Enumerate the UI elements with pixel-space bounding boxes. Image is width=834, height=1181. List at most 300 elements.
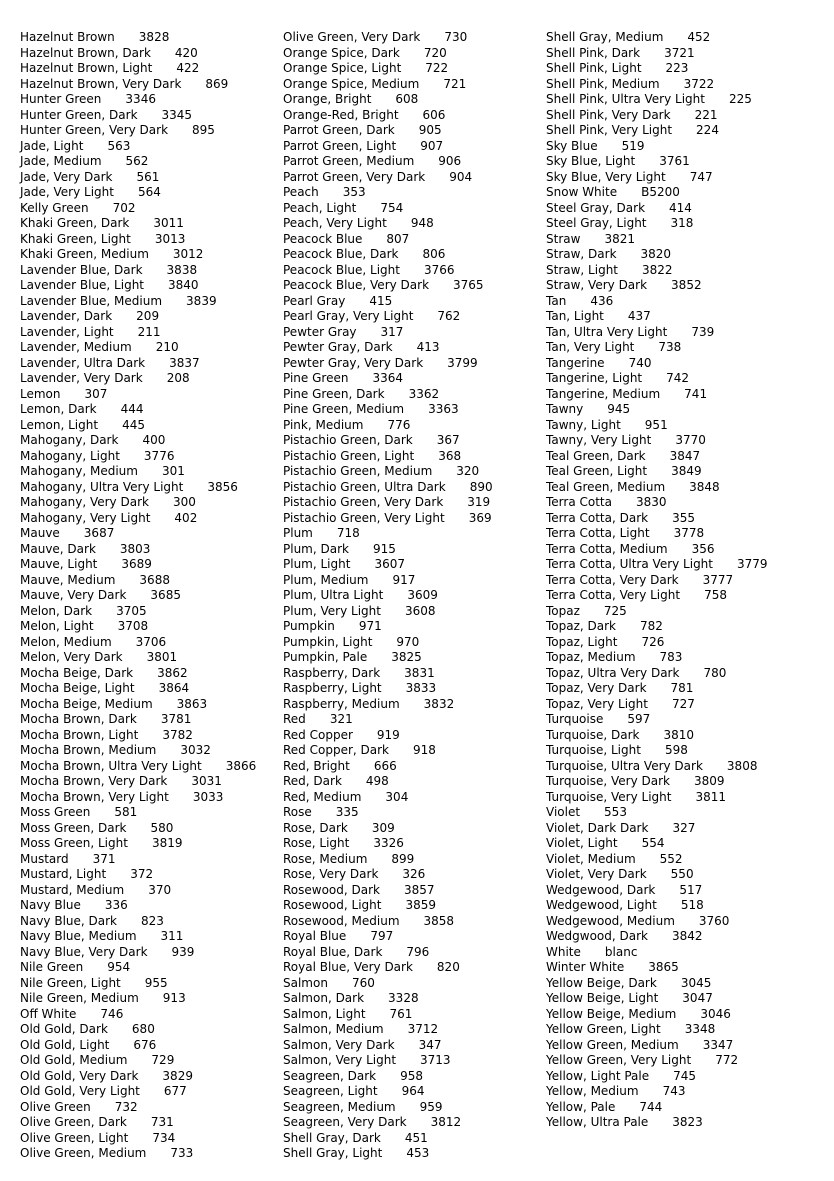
color-code: 797: [370, 929, 394, 943]
color-entry: [20, 759, 256, 775]
color-entry: [20, 464, 256, 480]
color-code: 304: [385, 789, 409, 804]
color-entry: [546, 232, 768, 248]
color-code: 553: [604, 805, 627, 819]
color-name: Violet, Very Dark: [546, 867, 647, 881]
color-name: Orange Spice, Medium: [283, 76, 420, 91]
color-name: White: [546, 944, 581, 959]
color-code: 3852: [671, 278, 702, 292]
color-code: 970: [396, 634, 420, 649]
color-code: 209: [136, 309, 160, 323]
color-name: Terra Cotta, Light: [546, 526, 650, 540]
color-code: 422: [176, 61, 200, 75]
color-name: Plum, Ultra Light: [283, 588, 384, 602]
color-code: 519: [621, 138, 645, 153]
color-name: Shell Pink, Medium: [546, 76, 660, 91]
color-name: Lavender, Very Dark: [20, 371, 143, 385]
color-entry: [546, 774, 768, 790]
color-entry: [546, 154, 768, 170]
color-entry: [20, 247, 256, 263]
color-code: 890: [469, 479, 493, 494]
color-code: 782: [640, 619, 663, 633]
color-code: 904: [449, 169, 473, 184]
color-entry: [546, 650, 768, 666]
color-entry: [546, 480, 768, 496]
color-code: 721: [443, 76, 467, 91]
color-name: Parrot Green, Medium: [283, 154, 415, 168]
color-entry: [283, 263, 493, 279]
color-name: Sky Blue: [546, 138, 598, 153]
color-code: 517: [679, 882, 703, 897]
color-name: Pink, Medium: [283, 417, 364, 432]
color-name: Shell Gray, Dark: [283, 1130, 381, 1145]
color-entry: [20, 666, 256, 682]
color-code: 445: [122, 417, 145, 432]
color-name: Rosewood, Dark: [283, 882, 380, 897]
color-name: Steel Gray, Light: [546, 216, 647, 230]
color-code: 781: [670, 681, 694, 695]
color-name: Yellow Beige, Medium: [546, 1006, 677, 1021]
color-code: 3047: [682, 991, 713, 1005]
color-entry: [283, 449, 493, 465]
color-code: 444: [120, 402, 144, 416]
color-entry: [20, 418, 256, 434]
color-entry: [20, 201, 256, 217]
color-code: 918: [413, 743, 436, 757]
color-code: 732: [114, 1099, 138, 1114]
color-entry: [283, 697, 493, 713]
color-name: Straw, Very Dark: [546, 278, 648, 292]
color-code: 3712: [407, 1022, 439, 1036]
color-entry: [20, 1007, 256, 1023]
color-code: 3779: [737, 557, 768, 571]
color-entry: [546, 728, 768, 744]
color-name: Terra Cotta, Ultra Very Light: [546, 557, 713, 571]
color-name: Olive Green, Light: [20, 1130, 129, 1145]
color-entry: [283, 356, 493, 372]
color-name: Rose, Light: [283, 836, 350, 850]
color-code: 317: [380, 324, 404, 339]
color-entry: [283, 61, 493, 77]
color-code: 3778: [673, 526, 705, 540]
color-code: 3362: [408, 386, 440, 401]
color-name: Pine Green, Dark: [283, 386, 385, 401]
color-code: 437: [627, 309, 651, 323]
color-entry: [20, 77, 256, 93]
color-code: 718: [336, 526, 360, 540]
color-name: Hunter Green, Dark: [20, 107, 138, 122]
color-code: 964: [401, 1084, 425, 1098]
color-entry: [546, 759, 768, 775]
color-name: Mahogany, Very Light: [20, 510, 151, 525]
color-name: Plum, Light: [283, 557, 351, 571]
color-name: Hazelnut Brown, Light: [20, 61, 153, 75]
color-code: 954: [107, 960, 131, 974]
color-code: 326: [402, 867, 426, 881]
color-name: Snow White: [546, 185, 618, 199]
color-name: Lavender Blue, Dark: [20, 262, 143, 277]
color-code: 606: [422, 107, 446, 122]
color-code: 347: [418, 1037, 442, 1052]
color-entry: [546, 743, 768, 759]
color-code: 3348: [684, 1022, 716, 1036]
color-code: 739: [691, 324, 715, 339]
color-entry: [546, 619, 768, 635]
color-name: Mahogany, Very Dark: [20, 495, 149, 509]
color-entry: [546, 635, 768, 651]
color-name: Teal Green, Dark: [546, 448, 646, 463]
color-entry: [546, 340, 768, 356]
color-name: Shell Gray, Light: [283, 1146, 383, 1160]
color-entry: [283, 821, 493, 837]
color-code: 498: [365, 774, 389, 788]
color-entry: [283, 728, 493, 744]
color-entry: [546, 108, 768, 124]
color-code: 3811: [695, 789, 727, 804]
color-entry: [20, 1053, 256, 1069]
color-name: Wedgwood, Dark: [546, 929, 648, 943]
color-code: 3766: [423, 262, 455, 277]
color-code: 3863: [176, 696, 208, 711]
color-code: 740: [628, 355, 652, 370]
color-entry: [283, 619, 493, 635]
color-name: Pine Green, Medium: [283, 402, 405, 416]
color-entry: [20, 743, 256, 759]
color-name: Violet, Dark Dark: [546, 820, 649, 835]
color-entry: [546, 1007, 768, 1023]
color-entry: [283, 945, 493, 961]
color-code: 301: [161, 464, 185, 478]
color-entry: [546, 402, 768, 418]
color-name: Hunter Green, Very Dark: [20, 123, 169, 137]
color-name: Violet: [546, 805, 581, 819]
color-code: 367: [436, 433, 460, 447]
color-name: Raspberry, Dark: [283, 665, 381, 680]
color-entry: [20, 1115, 256, 1131]
color-name: Royal Blue, Very Dark: [283, 960, 413, 974]
color-entry: [546, 929, 768, 945]
color-code: 3012: [172, 247, 204, 261]
color-entry: [20, 495, 256, 511]
color-entry: [20, 108, 256, 124]
color-name: Melon, Very Dark: [20, 650, 123, 664]
color-code: 552: [659, 851, 683, 866]
color-code: 3839: [186, 293, 217, 308]
color-name: Turquoise, Very Dark: [546, 774, 670, 788]
color-name: Peach: [283, 185, 319, 199]
color-code: 3810: [663, 727, 695, 742]
color-name: Old Gold, Medium: [20, 1053, 128, 1067]
color-name: Lemon, Light: [20, 417, 99, 432]
color-entry: [283, 495, 493, 511]
color-entry: [546, 449, 768, 465]
color-code: 356: [691, 541, 715, 556]
color-name: Salmon: [283, 975, 328, 990]
color-entry: [20, 914, 256, 930]
color-name: Mocha Brown, Very Dark: [20, 774, 168, 788]
color-code: 3859: [405, 898, 437, 912]
color-name: Tawny, Light: [546, 417, 621, 432]
color-entry: [546, 588, 768, 604]
color-name: Hazelnut Brown, Dark: [20, 45, 151, 60]
color-code: 3801: [146, 650, 178, 664]
color-entry: [20, 604, 256, 620]
color-entry: [546, 92, 768, 108]
color-name: Shell Pink, Dark: [546, 45, 641, 60]
color-name: Pistachio Green, Ultra Dark: [283, 479, 446, 494]
color-code: 420: [174, 45, 198, 60]
color-entry: [283, 526, 493, 542]
color-entry: [283, 1115, 493, 1131]
color-code: 869: [205, 76, 229, 91]
color-code: 3708: [117, 619, 149, 633]
color-entry: [546, 1084, 768, 1100]
color-entry: [546, 666, 768, 682]
color-code: B5200: [641, 185, 680, 199]
color-code: 3864: [158, 681, 190, 695]
color-entry: [546, 30, 768, 46]
color-entry: [546, 464, 768, 480]
color-name: Royal Blue: [283, 929, 347, 943]
color-code: 581: [114, 805, 138, 819]
color-code: 939: [171, 944, 195, 959]
color-code: 208: [166, 371, 190, 385]
color-code: 730: [444, 30, 468, 44]
color-name: Terra Cotta, Dark: [546, 510, 649, 525]
color-code: 722: [425, 61, 449, 75]
color-name: Tan, Light: [546, 309, 604, 323]
color-entry: [20, 92, 256, 108]
color-list-column-3: [546, 30, 768, 1131]
color-name: Parrot Green, Light: [283, 138, 397, 153]
color-code: 783: [659, 650, 683, 664]
color-name: Red, Dark: [283, 774, 342, 788]
color-entry: [20, 542, 256, 558]
color-code: 598: [664, 743, 688, 757]
color-code: 727: [672, 696, 695, 711]
color-entry: [283, 1069, 493, 1085]
color-code: 355: [672, 510, 695, 525]
color-entry: [283, 604, 493, 620]
color-name: Lavender Blue, Light: [20, 278, 145, 292]
color-name: Violet, Medium: [546, 851, 636, 866]
color-name: Mocha Brown, Very Light: [20, 789, 169, 804]
color-entry: [283, 1038, 493, 1054]
color-entry: [20, 883, 256, 899]
color-code: 3782: [162, 727, 193, 742]
color-code: 319: [467, 495, 491, 509]
color-entry: [20, 898, 256, 914]
color-entry: [546, 309, 768, 325]
color-code: 3808: [726, 758, 758, 773]
color-code: 3607: [374, 557, 405, 571]
color-name: Olive Green: [20, 1099, 91, 1114]
color-entry: [20, 681, 256, 697]
color-code: 3832: [423, 696, 455, 711]
color-name: Wedgewood, Dark: [546, 882, 656, 897]
color-name: Nile Green, Medium: [20, 991, 139, 1005]
color-code: 402: [174, 510, 198, 525]
color-code: 907: [420, 138, 444, 153]
color-name: Peach, Very Light: [283, 216, 387, 230]
color-name: Topaz, Ultra Very Dark: [546, 665, 680, 680]
color-code: 899: [391, 851, 415, 866]
color-code: 562: [125, 154, 149, 168]
color-name: Mauve, Light: [20, 557, 98, 571]
color-name: Hazelnut Brown, Very Dark: [20, 76, 182, 91]
color-code: 3862: [157, 665, 188, 680]
color-entry: [20, 852, 256, 868]
color-entry: [283, 666, 493, 682]
color-name: Turquoise, Very Light: [546, 789, 672, 804]
color-name: Mocha Brown, Light: [20, 727, 139, 742]
color-entry: [20, 728, 256, 744]
color-name: Old Gold, Very Light: [20, 1084, 140, 1098]
color-name: Wedgewood, Medium: [546, 913, 675, 928]
color-entry: [20, 1146, 256, 1162]
color-name: Lavender Blue, Medium: [20, 293, 163, 308]
color-code: 3345: [161, 107, 193, 122]
color-entry: [283, 1100, 493, 1116]
color-entry: [546, 247, 768, 263]
color-code: 3609: [407, 588, 438, 602]
color-entry: [20, 1069, 256, 1085]
color-name: Melon, Dark: [20, 603, 93, 618]
color-entry: [283, 898, 493, 914]
color-code: 3687: [83, 526, 115, 540]
color-code: 327: [672, 820, 696, 835]
color-name: Tan: [546, 293, 567, 308]
color-entry: [20, 573, 256, 589]
color-entry: [546, 604, 768, 620]
color-code: 3363: [428, 402, 459, 416]
color-name: Tangerine, Light: [546, 371, 643, 385]
color-entry: [283, 1131, 493, 1147]
color-entry: [20, 30, 256, 46]
color-code: 666: [373, 758, 397, 773]
color-entry: [20, 185, 256, 201]
color-code: 3770: [675, 433, 706, 447]
color-name: Yellow Green, Very Light: [546, 1053, 692, 1067]
color-name: Red Copper, Dark: [283, 743, 389, 757]
color-entry: [20, 309, 256, 325]
color-entry: [283, 511, 493, 527]
color-name: Topaz, Very Light: [546, 696, 648, 711]
color-entry: [20, 929, 256, 945]
color-name: Moss Green: [20, 805, 91, 819]
color-name: Olive Green, Dark: [20, 1115, 127, 1129]
color-code: 743: [662, 1084, 686, 1098]
color-entry: [20, 154, 256, 170]
color-entry: [546, 216, 768, 232]
color-entry: [283, 480, 493, 496]
color-code: 734: [152, 1130, 176, 1145]
color-entry: [546, 945, 768, 961]
color-code: 371: [92, 851, 116, 866]
color-name: Tangerine: [546, 355, 605, 370]
color-entry: [546, 418, 768, 434]
color-name: Lavender, Dark: [20, 309, 113, 323]
color-code: 597: [627, 712, 651, 726]
color-code: 745: [673, 1068, 697, 1083]
color-code: 758: [704, 588, 727, 602]
color-code: 3820: [640, 247, 672, 261]
color-name: Shell Pink, Light: [546, 61, 642, 75]
color-code: 518: [680, 898, 704, 912]
color-code: 738: [658, 340, 682, 354]
color-code: 3866: [225, 758, 257, 773]
color-name: Plum, Medium: [283, 572, 369, 587]
color-code: 318: [670, 216, 694, 230]
color-code: 3812: [430, 1115, 462, 1129]
color-entry: [546, 821, 768, 837]
color-name: Teal Green, Light: [546, 464, 648, 478]
color-entry: [283, 371, 493, 387]
color-code: 780: [703, 665, 727, 680]
color-code: 400: [142, 433, 166, 447]
color-code: 223: [665, 61, 689, 75]
color-name: Rose, Dark: [283, 820, 348, 835]
color-name: Straw: [546, 231, 581, 246]
color-entry: [546, 883, 768, 899]
color-entry: [20, 216, 256, 232]
color-code: blanc: [604, 944, 638, 959]
color-name: Jade, Very Dark: [20, 169, 113, 184]
color-code: 3848: [689, 479, 720, 494]
color-entry: [546, 201, 768, 217]
color-entry: [20, 46, 256, 62]
color-name: Straw, Light: [546, 262, 618, 277]
color-code: 3821: [604, 231, 635, 246]
color-name: Pewter Gray, Dark: [283, 340, 393, 354]
color-entry: [20, 1038, 256, 1054]
color-code: 3364: [372, 371, 403, 385]
color-entry: [20, 340, 256, 356]
color-name: Terra Cotta, Very Light: [546, 588, 681, 602]
color-code: 3829: [162, 1068, 193, 1083]
color-code: 733: [170, 1146, 194, 1160]
color-entry: [546, 46, 768, 62]
color-name: Pumpkin: [283, 619, 335, 633]
color-code: 746: [100, 1006, 124, 1021]
color-entry: [546, 557, 768, 573]
color-entry: [20, 387, 256, 403]
color-name: Yellow Beige, Dark: [546, 975, 657, 990]
color-entry: [20, 991, 256, 1007]
color-entry: [20, 139, 256, 155]
color-entry: [283, 92, 493, 108]
color-code: 762: [437, 309, 461, 323]
color-entry: [20, 635, 256, 651]
color-name: Mauve: [20, 526, 60, 540]
color-name: Teal Green, Medium: [546, 479, 666, 494]
color-code: 3688: [139, 572, 170, 587]
color-code: 820: [436, 960, 460, 974]
color-entry: [546, 526, 768, 542]
color-name: Red, Bright: [283, 758, 350, 773]
color-name: Topaz, Very Dark: [546, 681, 647, 695]
color-entry: [20, 1084, 256, 1100]
color-name: Off White: [20, 1006, 77, 1021]
color-entry: [283, 464, 493, 480]
color-code: 772: [715, 1053, 739, 1067]
color-name: Tawny, Very Light: [546, 433, 652, 447]
color-entry: [283, 139, 493, 155]
color-entry: [283, 154, 493, 170]
color-name: Steel Gray, Dark: [546, 200, 646, 215]
color-name: Mocha Beige, Light: [20, 681, 135, 695]
color-entry: [546, 960, 768, 976]
